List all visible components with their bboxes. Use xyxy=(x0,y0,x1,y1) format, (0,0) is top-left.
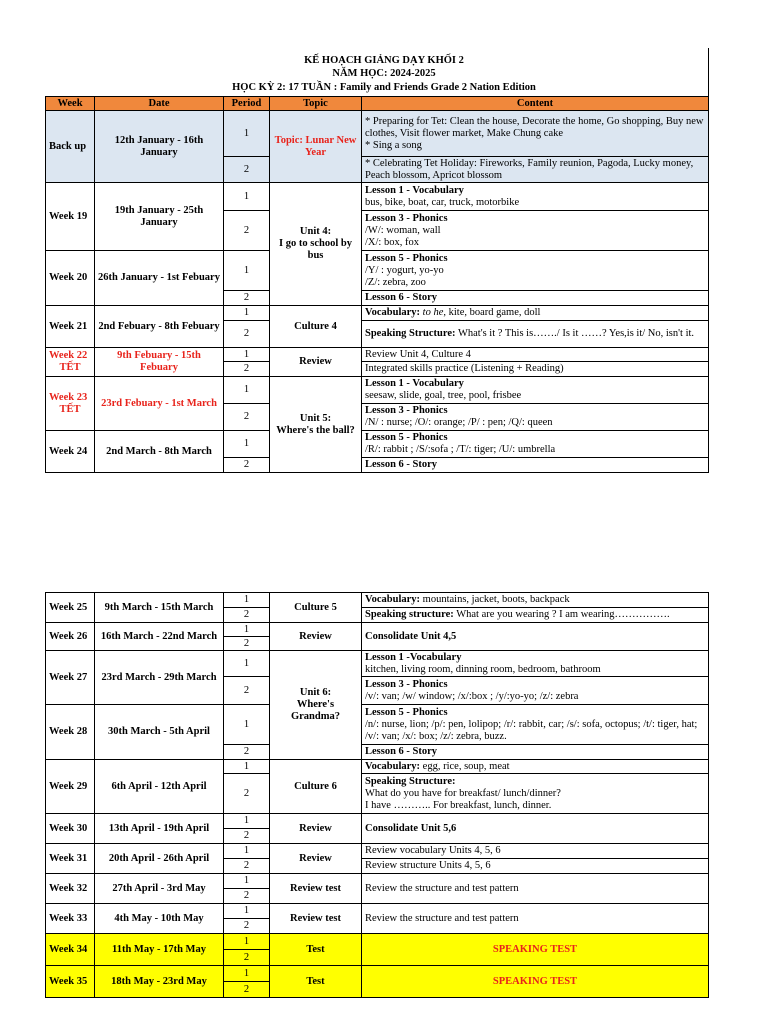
week-cell xyxy=(46,348,95,377)
content-cell xyxy=(362,760,709,774)
lesson-title: Lesson 5 - Phonics xyxy=(365,432,448,443)
period-cell: 1 xyxy=(224,874,270,889)
date-cell: 11th May - 17th May xyxy=(95,934,224,966)
tet-label: TẾT xyxy=(59,362,81,373)
content-cell xyxy=(362,651,709,677)
topic-cell: Review xyxy=(270,814,362,844)
topic-line: Unit 5: xyxy=(299,412,332,424)
lesson-title: Lesson 5 - Phonics xyxy=(365,252,448,264)
lesson-title: Lesson 1 - Vocabulary xyxy=(365,184,464,196)
header-content: Content xyxy=(362,97,709,111)
date-cell: 23rd Febuary - 1st March xyxy=(95,377,224,431)
topic-cell: Culture 5 xyxy=(270,593,362,623)
period-cell: 2 xyxy=(224,211,270,251)
period-cell: 1 xyxy=(224,966,270,982)
content-cell: Lesson 6 - Story xyxy=(362,745,709,760)
content-cell xyxy=(362,705,709,745)
content-cell xyxy=(362,251,709,291)
content-cell xyxy=(362,608,709,623)
date-cell: 23rd March - 29th March xyxy=(95,651,224,705)
content-cell xyxy=(362,774,709,814)
period-cell: 1 xyxy=(224,306,270,321)
table-row xyxy=(46,760,709,774)
period-cell: 1 xyxy=(224,183,270,211)
week-cell: Week 19 xyxy=(46,183,95,251)
period-cell: 1 xyxy=(224,593,270,608)
date-cell: 12th January - 16th January xyxy=(95,111,224,183)
topic-cell xyxy=(270,651,362,760)
period-cell: 2 xyxy=(224,321,270,348)
content-cell xyxy=(362,593,709,608)
content-cell xyxy=(362,183,709,211)
topic-line: Unit 4: xyxy=(299,226,332,237)
content-line: What do you have for breakfast/ lunch/dinner? xyxy=(365,787,561,799)
content-cell: Integrated skills practice (Listening + Reading) xyxy=(362,362,709,377)
table-row xyxy=(46,623,709,637)
period-cell: 2 xyxy=(224,362,270,377)
topic-line: Where's xyxy=(296,699,335,710)
week-cell: Week 20 xyxy=(46,251,95,306)
week-label: Week 23 xyxy=(49,391,88,403)
date-cell: 26th January - 1st Febuary xyxy=(95,251,224,306)
period-cell: 2 xyxy=(224,608,270,623)
table-row xyxy=(46,814,709,829)
content-cell: Review the structure and test pattern xyxy=(362,874,709,904)
week-cell: Week 27 xyxy=(46,651,95,705)
content-line: I have ……….. For breakfast, lunch, dinner. xyxy=(365,799,552,811)
lesson-detail: /N/ : nurse; /O/: orange; /P/ : pen; /Q/: queen xyxy=(365,417,553,428)
week-cell: Week 29 xyxy=(46,760,95,814)
speaking-test-cell: SPEAKING TEST xyxy=(362,966,709,998)
week-cell: Week 35 xyxy=(46,966,95,998)
lesson-detail: /Z/: zebra, zoo xyxy=(365,276,426,288)
lesson-detail: kitchen, living room, dinning room, bedroom, bathroom xyxy=(365,663,601,675)
content-cell xyxy=(362,404,709,431)
date-cell: 9th Febuary - 15th Febuary xyxy=(95,348,224,377)
period-cell: 2 xyxy=(224,829,270,844)
topic-line: Where's the ball? xyxy=(276,424,355,436)
header-row xyxy=(46,97,709,111)
table-row xyxy=(46,934,709,950)
date-cell: 16th March - 22nd March xyxy=(95,623,224,651)
content-cell: * Celebrating Tet Holiday: Fireworks, Family reunion, Pagoda, Lucky money, Peach blossom, Apricot blossom xyxy=(362,157,709,183)
lesson-detail: /v/: van; /w/ window; /x/:box ; /y/:yo-yo; /z/: zebra xyxy=(365,690,579,702)
week-label: Week 22 xyxy=(49,350,88,361)
content-cell: Review structure Units 4, 5, 6 xyxy=(362,859,709,874)
lesson-detail: /Y/ : yogurt, yo-yo xyxy=(365,264,444,276)
content-label: Speaking structure: xyxy=(365,609,454,620)
content-cell: Review vocabulary Units 4, 5, 6 xyxy=(362,844,709,859)
week-cell: Back up xyxy=(46,111,95,183)
header-topic: Topic xyxy=(270,97,362,111)
period-cell: 2 xyxy=(224,950,270,966)
content-text: egg, rice, soup, meat xyxy=(420,760,510,772)
plan-table-2 xyxy=(45,592,709,998)
content-cell xyxy=(362,431,709,458)
content-label: Vocabulary: xyxy=(365,594,421,605)
table-row xyxy=(46,651,709,677)
week-cell xyxy=(46,377,95,431)
period-cell: 2 xyxy=(224,889,270,904)
topic-cell: Review test xyxy=(270,874,362,904)
content-cell xyxy=(362,377,709,404)
date-cell: 2nd March - 8th March xyxy=(95,431,224,473)
lesson-title: Lesson 3 - Phonics xyxy=(365,678,448,690)
date-cell: 19th January - 25th January xyxy=(95,183,224,251)
date-cell: 6th April - 12th April xyxy=(95,760,224,814)
content-cell: Lesson 6 - Story xyxy=(362,458,709,473)
period-cell: 1 xyxy=(224,651,270,677)
header-date: Date xyxy=(95,97,224,111)
period-cell: 2 xyxy=(224,859,270,874)
table-row xyxy=(46,251,709,291)
period-cell: 1 xyxy=(224,348,270,362)
content-cell: Consolidate Unit 5,6 xyxy=(362,814,709,844)
date-cell: 2nd Febuary - 8th Febuary xyxy=(95,306,224,348)
table-row xyxy=(46,874,709,889)
content-cell xyxy=(362,211,709,251)
date-cell: 13th April - 19th April xyxy=(95,814,224,844)
week-cell: Week 28 xyxy=(46,705,95,760)
table-row xyxy=(46,111,709,157)
week-cell: Week 34 xyxy=(46,934,95,966)
content-cell: Review Unit 4, Culture 4 xyxy=(362,348,709,362)
date-cell: 9th March - 15th March xyxy=(95,593,224,623)
content-label: Vocabulary: xyxy=(365,760,421,772)
period-cell: 1 xyxy=(224,904,270,919)
period-cell: 1 xyxy=(224,251,270,291)
date-cell: 27th April - 3rd May xyxy=(95,874,224,904)
period-cell: 2 xyxy=(224,745,270,760)
header-period: Period xyxy=(224,97,270,111)
period-cell: 2 xyxy=(224,637,270,651)
date-cell: 4th May - 10th May xyxy=(95,904,224,934)
table-row xyxy=(46,377,709,404)
period-cell: 1 xyxy=(224,111,270,157)
content-label: Vocabulary: xyxy=(365,307,421,318)
table-row xyxy=(46,348,709,362)
topic-line: Grandma? xyxy=(290,711,340,722)
table-row xyxy=(46,904,709,919)
table-row xyxy=(46,966,709,982)
topic-cell: Culture 6 xyxy=(270,760,362,814)
topic-cell: Test xyxy=(270,966,362,998)
lesson-title: Lesson 1 -Vocabulary xyxy=(365,651,462,663)
date-cell: 30th March - 5th April xyxy=(95,705,224,760)
lesson-detail: seesaw, slide, goal, tree, pool, frisbee xyxy=(365,390,522,401)
table-row xyxy=(46,593,709,608)
week-cell: Week 26 xyxy=(46,623,95,651)
date-cell: 20th April - 26th April xyxy=(95,844,224,874)
period-cell: 2 xyxy=(224,982,270,998)
period-cell: 1 xyxy=(224,705,270,745)
period-cell: 2 xyxy=(224,458,270,473)
table-row xyxy=(46,431,709,458)
period-cell: 1 xyxy=(224,934,270,950)
content-cell: Lesson 6 - Story xyxy=(362,291,709,306)
period-cell: 1 xyxy=(224,377,270,404)
period-cell: 2 xyxy=(224,291,270,306)
week-cell: Week 30 xyxy=(46,814,95,844)
lesson-title: Lesson 3 - Phonics xyxy=(365,405,448,416)
topic-cell: Test xyxy=(270,934,362,966)
lesson-title: Lesson 5 - Phonics xyxy=(365,706,448,718)
week-cell: Week 32 xyxy=(46,874,95,904)
week-cell: Week 25 xyxy=(46,593,95,623)
content-cell: Consolidate Unit 4,5 xyxy=(362,623,709,651)
topic-cell: Topic: Lunar New Year xyxy=(270,111,362,183)
content-cell: Review the structure and test pattern xyxy=(362,904,709,934)
period-cell: 2 xyxy=(224,157,270,183)
topic-cell xyxy=(270,183,362,306)
topic-line: I go to school by bus xyxy=(279,238,352,261)
content-text: mountains, jacket, boots, backpack xyxy=(420,594,570,605)
content-cell xyxy=(362,677,709,705)
period-cell: 1 xyxy=(224,814,270,829)
period-cell: 1 xyxy=(224,623,270,637)
topic-cell: Review xyxy=(270,844,362,874)
week-cell: Week 33 xyxy=(46,904,95,934)
period-cell: 2 xyxy=(224,404,270,431)
lesson-detail: /R/: rabbit ; /S/:sofa ; /T/: tiger; /U/: umbrella xyxy=(365,444,556,455)
topic-cell: Review test xyxy=(270,904,362,934)
period-cell: 1 xyxy=(224,431,270,458)
topic-cell: Review xyxy=(270,348,362,377)
topic-cell xyxy=(270,377,362,473)
content-text: What's it ? This is……./ Is it ……? Yes,is it/ No, isn't it. xyxy=(455,328,695,339)
content-text: What are you wearing ? I am wearing……………. xyxy=(453,609,670,620)
topic-line: Unit 6: xyxy=(299,687,332,698)
lesson-detail: /n/: nurse, lion; /p/: pen, lolipop; /r/: rabbit, car; /s/: sofa, octopus; /t/: tiger, hat; /v/: van; /x/: box; /z/: zebra, buzz. xyxy=(365,718,698,742)
table-row xyxy=(46,183,709,211)
table-row xyxy=(46,844,709,859)
content-cell xyxy=(362,111,709,157)
content-text: , kite, board game, doll xyxy=(443,307,541,318)
border-line xyxy=(708,48,709,96)
content-italic: to he xyxy=(420,307,444,318)
lesson-title: Lesson 1 - Vocabulary xyxy=(365,378,464,389)
table-row xyxy=(46,306,709,321)
period-cell: 2 xyxy=(224,774,270,814)
period-cell: 2 xyxy=(224,677,270,705)
period-cell: 1 xyxy=(224,760,270,774)
week-cell: Week 21 xyxy=(46,306,95,348)
lesson-detail: /W/: woman, wall xyxy=(365,224,441,236)
period-cell: 2 xyxy=(224,919,270,934)
tet-label: TẾT xyxy=(59,403,81,415)
content-cell xyxy=(362,321,709,348)
plan-table-1 xyxy=(45,96,709,473)
content-label: Speaking Structure: xyxy=(365,328,456,339)
topic-cell: Review xyxy=(270,623,362,651)
lesson-detail: bus, bike, boat, car, truck, motorbike xyxy=(365,196,520,208)
semester-line: HỌC KỲ 2: 17 TUẦN : Family and Friends Grade 2 Nation Edition xyxy=(232,82,536,93)
week-cell: Week 31 xyxy=(46,844,95,874)
lesson-title: Lesson 3 - Phonics xyxy=(365,212,448,224)
content-label: Speaking Structure: xyxy=(365,775,456,787)
speaking-test-cell: SPEAKING TEST xyxy=(362,934,709,966)
content-line: * Preparing for Tet: Clean the house, Decorate the home, Go shopping, Buy new clothes, Visit flower market, Make Chung cake xyxy=(365,115,704,139)
period-cell: 1 xyxy=(224,844,270,859)
lesson-detail: /X/: box, fox xyxy=(365,236,419,248)
week-cell: Week 24 xyxy=(46,431,95,473)
header-week: Week xyxy=(46,97,95,111)
document-title: KẾ HOẠCH GIẢNG DẠY KHỐI 2 xyxy=(304,55,464,66)
date-cell: 18th May - 23rd May xyxy=(95,966,224,998)
content-line: * Sing a song xyxy=(365,139,422,151)
table-row xyxy=(46,705,709,745)
school-year: NĂM HỌC: 2024-2025 xyxy=(332,68,436,79)
topic-cell: Culture 4 xyxy=(270,306,362,348)
content-cell xyxy=(362,306,709,321)
